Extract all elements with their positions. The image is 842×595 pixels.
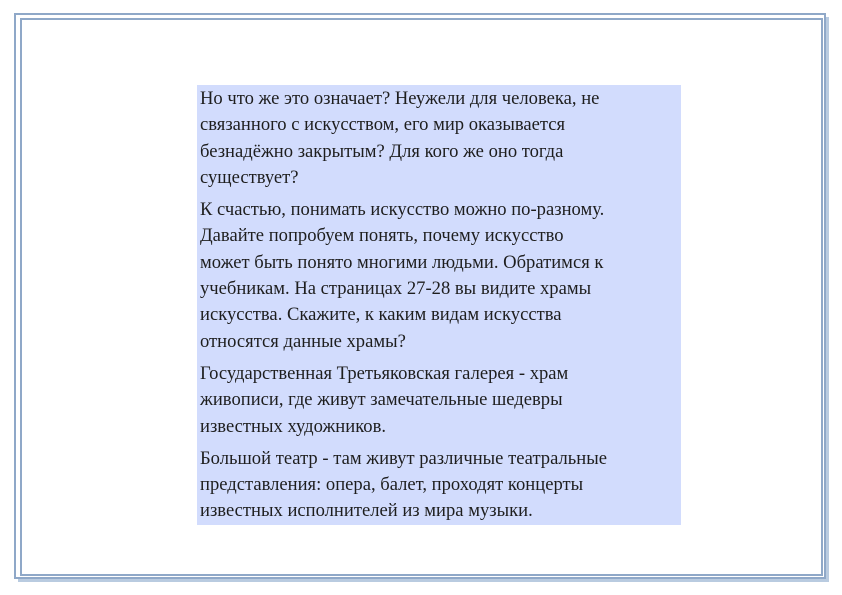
text-line: К счастью, понимать искусство можно по-разному. <box>200 199 605 221</box>
text-line: связанного с искусством, его мир оказывается <box>200 114 566 136</box>
text-line: существует? <box>200 166 299 188</box>
frame-shadow-bottom <box>18 579 829 582</box>
paragraph-4 <box>200 446 679 525</box>
text-line: Большой театр - там живут различные театральные <box>200 447 607 469</box>
text-line: живописи, где живут замечательные шедевры <box>200 389 563 411</box>
text-line: известных исполнителей из мира музыки. <box>200 500 533 522</box>
text-line: безнадёжно закрытым? Для кого же оно тогда <box>200 140 564 162</box>
text-line: искусства. Скажите, к каким видам искусства <box>200 304 562 326</box>
text-line: Но что же это означает? Неужели для человека, не <box>200 88 600 109</box>
text-box <box>197 85 681 525</box>
text-line: представления: опера, балет, проходят концерты <box>200 474 584 496</box>
paragraph-3 <box>200 361 679 440</box>
text-line: Государственная Третьяковская галерея - храм <box>200 362 569 384</box>
paragraph-2 <box>200 197 679 355</box>
text-line: Давайте попробуем понять, почему искусство <box>200 225 564 247</box>
text-line: известных художников. <box>200 415 387 437</box>
paragraph-1 <box>200 86 679 191</box>
frame-shadow-right <box>826 17 829 582</box>
text-line: учебникам. На страницах 27-28 вы видите храмы <box>200 278 592 300</box>
text-line: относятся данные храмы? <box>200 330 406 352</box>
text-line: может быть понято многими людьми. Обратимся к <box>200 251 604 273</box>
